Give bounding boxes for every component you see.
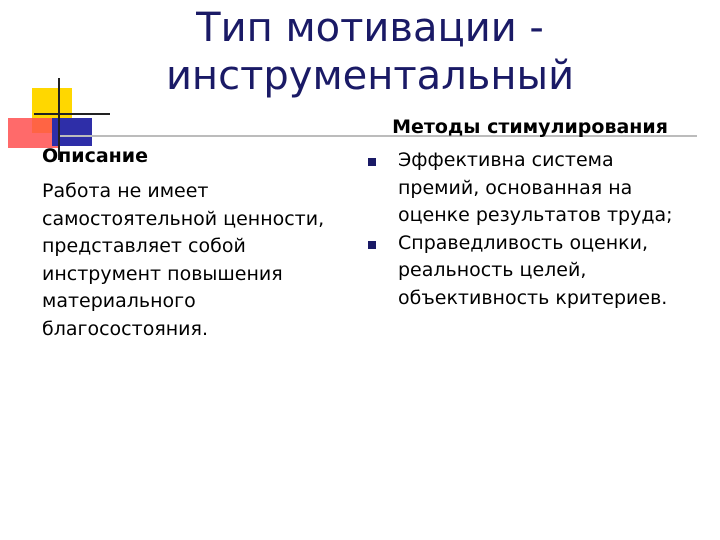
- list-item-text: Справедливость оценки, реальность целей, объективность критериев.: [398, 231, 668, 309]
- description-column: [42, 142, 347, 343]
- methods-heading: Методы стимулирования: [392, 116, 668, 138]
- title-line-1: Тип мотивации -: [196, 5, 544, 51]
- title-line-2: инструментальный: [165, 53, 575, 99]
- description-text: Работа не имеет самостоятельной ценности, представляет собой инструмент повышения материального благосостояния.: [42, 180, 325, 340]
- list-item: [360, 230, 700, 313]
- list-item: [360, 147, 700, 230]
- square-bullet-icon: [368, 241, 376, 249]
- list-item-text: Эффективна система премий, основанная на оценке результатов труда;: [398, 149, 673, 226]
- methods-list: [360, 147, 700, 312]
- square-bullet-icon: [368, 158, 376, 166]
- description-heading: Описание: [42, 145, 149, 167]
- slide-title: [120, 4, 620, 100]
- methods-column: [360, 113, 700, 312]
